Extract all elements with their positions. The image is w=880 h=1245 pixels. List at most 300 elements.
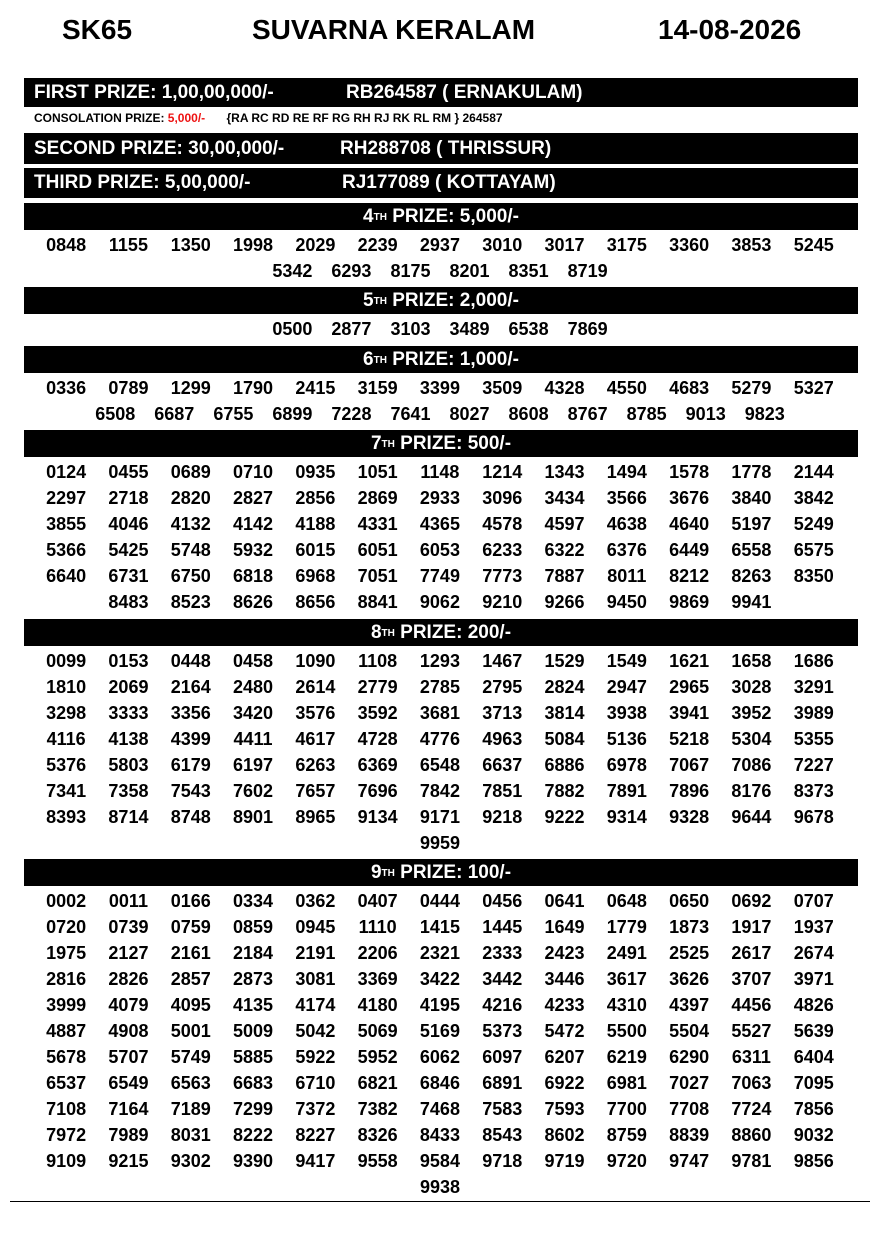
prize-7-numbers: [35, 459, 847, 615]
ticket-number: 5327: [793, 378, 834, 398]
ticket-number: 2785: [419, 677, 460, 697]
ticket-number: 3989: [793, 703, 834, 723]
ticket-number: 8965: [295, 807, 336, 827]
ticket-number: 6233: [482, 540, 523, 560]
ticket-number: 7227: [793, 755, 834, 775]
ticket-number: 2674: [793, 943, 834, 963]
prize-4-heading: 4TH PRIZE: 5,000/-: [24, 203, 858, 230]
ticket-number: 9218: [482, 807, 523, 827]
ticket-number: 4365: [419, 514, 460, 534]
consolation-series: {RA RC RD RE RF RG RH RJ RK RL RM } 264587: [226, 111, 503, 125]
ticket-number: 3626: [669, 969, 710, 989]
ticket-number: 0002: [46, 891, 87, 911]
ticket-number: 1778: [731, 462, 772, 482]
ticket-number: 1975: [46, 943, 87, 963]
ticket-number: 9171: [419, 807, 460, 827]
ticket-number: 0444: [419, 891, 460, 911]
ticket-number: 6891: [482, 1073, 523, 1093]
ticket-number: 9210: [482, 592, 523, 612]
ticket-number: 4328: [544, 378, 585, 398]
ticket-number: 7842: [419, 781, 460, 801]
ticket-number: 1467: [482, 651, 523, 671]
first-prize-label: FIRST PRIZE: 1,00,00,000/-: [34, 82, 274, 103]
ticket-number: 6207: [544, 1047, 585, 1067]
ticket-number: 3360: [669, 235, 710, 255]
ticket-number: 9109: [46, 1151, 87, 1171]
ticket-number: 1578: [669, 462, 710, 482]
ticket-number: 6563: [170, 1073, 211, 1093]
ticket-number: 5472: [544, 1021, 585, 1041]
prize-6-heading: 6TH PRIZE: 1,000/-: [24, 346, 858, 373]
third-prize-label: THIRD PRIZE: 5,00,000/-: [34, 172, 251, 193]
ticket-number: 9941: [731, 592, 772, 612]
ticket-number: 2480: [233, 677, 274, 697]
ticket-number: 3566: [606, 488, 647, 508]
ticket-number: 4456: [731, 995, 772, 1015]
ticket-number: 8714: [108, 807, 149, 827]
ticket-number: 8433: [419, 1125, 460, 1145]
ticket-number: 6683: [233, 1073, 274, 1093]
ticket-number: 3291: [793, 677, 834, 697]
prize-6-numbers: [35, 375, 847, 401]
ticket-number: 3010: [482, 235, 523, 255]
ticket-number: 7382: [357, 1099, 398, 1119]
ticket-number: 5084: [544, 729, 585, 749]
ticket-number: 9302: [170, 1151, 211, 1171]
ticket-number: 1155: [108, 235, 148, 255]
ticket-number: 3420: [233, 703, 274, 723]
ticket-number: 7063: [731, 1073, 772, 1093]
ticket-number: 8860: [731, 1125, 772, 1145]
ticket-number: 7593: [544, 1099, 585, 1119]
ticket-number: 1051: [357, 462, 398, 482]
ticket-number: 2423: [544, 943, 585, 963]
ticket-number: 8222: [233, 1125, 274, 1145]
ticket-number: 1621: [669, 651, 710, 671]
ticket-number: 5952: [357, 1047, 398, 1067]
ticket-number: 6549: [108, 1073, 149, 1093]
ticket-number: 3713: [482, 703, 523, 723]
first-prize-bar: [24, 78, 858, 107]
ticket-number: 0334: [233, 891, 274, 911]
ticket-number: 8626: [233, 592, 274, 612]
ticket-number: 4640: [669, 514, 710, 534]
ticket-number: 8523: [170, 592, 211, 612]
ticket-number: 5069: [357, 1021, 398, 1041]
prize-5-heading: 5TH PRIZE: 2,000/-: [24, 287, 858, 314]
ticket-number: 6179: [170, 755, 211, 775]
ticket-number: 6750: [170, 566, 211, 586]
ticket-number: 3938: [606, 703, 647, 723]
ticket-number: 2873: [233, 969, 274, 989]
ticket-number: 9747: [669, 1151, 710, 1171]
ticket-number: 5678: [46, 1047, 87, 1067]
ticket-number: 4138: [108, 729, 149, 749]
ticket-number: 1937: [793, 917, 834, 937]
ticket-number: 7972: [46, 1125, 87, 1145]
ticket-number: 3941: [669, 703, 710, 723]
ticket-number: 4310: [606, 995, 647, 1015]
ticket-number: 7896: [669, 781, 710, 801]
ticket-number: 9134: [357, 807, 398, 827]
prize-6-numbers-tail: 6508 6687 6755 6899 7228 7641 8027 8608 8767 8785 9013 9823: [95, 404, 785, 424]
consolation-label: CONSOLATION PRIZE:: [34, 111, 165, 125]
ticket-number: 4331: [357, 514, 398, 534]
ticket-number: 0099: [46, 651, 87, 671]
prize-7-heading: 7TH PRIZE: 500/-: [24, 430, 858, 457]
ticket-number: 0456: [482, 891, 523, 911]
ticket-number: 6978: [606, 755, 647, 775]
ticket-number: 8176: [731, 781, 772, 801]
ticket-number: 5885: [233, 1047, 274, 1067]
ticket-number: 3081: [295, 969, 336, 989]
ticket-number: 4188: [295, 514, 336, 534]
ticket-number: 4578: [482, 514, 523, 534]
ticket-number: 7851: [482, 781, 523, 801]
prize-9-heading: 9TH PRIZE: 100/-: [24, 859, 858, 886]
ticket-number: 2415: [295, 378, 336, 398]
ticket-number: 1350: [170, 235, 211, 255]
ticket-number: 5749: [170, 1047, 211, 1067]
ticket-number: 7856: [793, 1099, 834, 1119]
ticket-number: 3298: [46, 703, 87, 723]
ticket-number: 9584: [419, 1151, 460, 1171]
ticket-number: 8011: [607, 566, 647, 586]
ticket-number: 6637: [482, 755, 523, 775]
ticket-number: 3842: [793, 488, 834, 508]
ticket-number: 5504: [669, 1021, 710, 1041]
ticket-number: 4180: [357, 995, 398, 1015]
ticket-number: 1549: [606, 651, 647, 671]
ticket-number: 9856: [793, 1151, 834, 1171]
ticket-number: 5218: [669, 729, 710, 749]
ticket-number: 7543: [170, 781, 211, 801]
ticket-number: 1343: [544, 462, 585, 482]
ticket-number: 5279: [731, 378, 772, 398]
ticket-number: 5803: [108, 755, 149, 775]
ticket-number: 6015: [295, 540, 336, 560]
ticket-number: 4116: [46, 729, 86, 749]
ticket-number: 1779: [606, 917, 647, 937]
ticket-number: 1445: [482, 917, 523, 937]
ticket-number: 2965: [669, 677, 710, 697]
lottery-name: SUVARNA KERALAM: [252, 14, 536, 45]
ticket-number: 0336: [46, 378, 87, 398]
ticket-number: 3509: [482, 378, 523, 398]
ticket-number: 5249: [793, 514, 834, 534]
ticket-number: 4826: [793, 995, 834, 1015]
ticket-number: 8759: [606, 1125, 647, 1145]
ticket-number: 8483: [108, 592, 149, 612]
ticket-number: 1873: [669, 917, 710, 937]
ticket-number: 6710: [295, 1073, 336, 1093]
ticket-number: 5425: [108, 540, 149, 560]
ticket-number: 9869: [669, 592, 710, 612]
ticket-number: 3676: [669, 488, 710, 508]
ticket-number: 2321: [419, 943, 460, 963]
ticket-number: 7708: [669, 1099, 710, 1119]
ticket-number: 9450: [606, 592, 647, 612]
ticket-number: 6968: [295, 566, 336, 586]
ticket-number: 8373: [793, 781, 834, 801]
consolation-prize: [34, 111, 503, 125]
ticket-number: 9719: [544, 1151, 585, 1171]
ticket-number: 2333: [482, 943, 523, 963]
ticket-number: 6821: [357, 1073, 398, 1093]
ticket-number: 2816: [46, 969, 87, 989]
second-prize-bar: [24, 133, 858, 164]
ticket-number: 4135: [233, 995, 274, 1015]
ticket-number: 4399: [170, 729, 211, 749]
ticket-number: 7027: [669, 1073, 710, 1093]
ticket-number: 1686: [793, 651, 834, 671]
ticket-number: 7882: [544, 781, 585, 801]
ticket-number: 3999: [46, 995, 87, 1015]
ticket-number: 7887: [544, 566, 585, 586]
prize-5-numbers: 0500 2877 3103 3489 6538 7869: [272, 319, 608, 339]
ticket-number: 3422: [419, 969, 460, 989]
ticket-number: 4233: [544, 995, 585, 1015]
ticket-number: 7749: [419, 566, 460, 586]
ticket-number: 5932: [233, 540, 274, 560]
ticket-number: 9718: [482, 1151, 523, 1171]
prize-8-numbers-tail: 9959: [419, 833, 461, 853]
ticket-number: 0692: [731, 891, 772, 911]
prize-9-numbers-tail: 9938: [419, 1177, 461, 1197]
ticket-number: 0362: [295, 891, 336, 911]
ticket-number: 1658: [731, 651, 772, 671]
ticket-number: 5169: [419, 1021, 460, 1041]
ticket-number: 4046: [108, 514, 149, 534]
ticket-number: 3434: [544, 488, 585, 508]
draw-date: 14-08-2026: [658, 14, 802, 45]
ticket-number: 3814: [544, 703, 585, 723]
ticket-number: [35, 589, 97, 615]
prize-8-numbers: [35, 648, 847, 830]
ticket-number: 2827: [233, 488, 274, 508]
ticket-number: 6369: [357, 755, 398, 775]
ticket-number: 3175: [606, 235, 647, 255]
ticket-number: 4142: [233, 514, 274, 534]
ticket-number: 5639: [793, 1021, 834, 1041]
ticket-number: 8212: [669, 566, 710, 586]
ticket-number: 0650: [669, 891, 710, 911]
ticket-number: 6575: [793, 540, 834, 560]
ticket-number: 6548: [419, 755, 460, 775]
ticket-number: 7341: [46, 781, 87, 801]
ticket-number: 3592: [357, 703, 398, 723]
ticket-number: 2824: [544, 677, 585, 697]
ticket-number: 4963: [482, 729, 523, 749]
third-prize-ticket: RJ177089 ( KOTTAYAM): [342, 172, 556, 193]
ticket-number: 8841: [357, 592, 398, 612]
ticket-number: 1649: [544, 917, 585, 937]
ticket-number: 8263: [731, 566, 772, 586]
ticket-number: 1810: [46, 677, 87, 697]
ticket-number: 0859: [233, 917, 274, 937]
ticket-number: 6311: [731, 1047, 771, 1067]
ticket-number: 3333: [108, 703, 149, 723]
ticket-number: 7051: [357, 566, 398, 586]
ticket-number: 6322: [544, 540, 585, 560]
ticket-number: 6537: [46, 1073, 87, 1093]
ticket-number: 8031: [170, 1125, 211, 1145]
second-prize-ticket: RH288708 ( THRISSUR): [340, 138, 552, 159]
ticket-number: 5373: [482, 1021, 523, 1041]
ticket-number: 0789: [108, 378, 149, 398]
ticket-number: 2614: [295, 677, 336, 697]
ticket-number: 0759: [170, 917, 211, 937]
ticket-number: 2191: [295, 943, 336, 963]
ticket-number: 2164: [170, 677, 211, 697]
ticket-number: 9720: [606, 1151, 647, 1171]
ticket-number: 0458: [233, 651, 274, 671]
ticket-number: 7189: [170, 1099, 211, 1119]
ticket-number: 7108: [46, 1099, 87, 1119]
ticket-number: 2937: [419, 235, 460, 255]
ticket-number: 4195: [419, 995, 460, 1015]
ticket-number: 6886: [544, 755, 585, 775]
ticket-number: 0848: [46, 235, 87, 255]
ticket-number: 4887: [46, 1021, 87, 1041]
ticket-number: 4174: [295, 995, 336, 1015]
ticket-number: 5136: [606, 729, 647, 749]
ticket-number: 3442: [482, 969, 523, 989]
ticket-number: 9644: [731, 807, 772, 827]
ticket-number: 0739: [108, 917, 149, 937]
ticket-number: 7891: [606, 781, 647, 801]
ticket-number: 6981: [606, 1073, 647, 1093]
ticket-number: 7602: [233, 781, 274, 801]
ticket-number: 2239: [357, 235, 398, 255]
ticket-number: 1529: [544, 651, 585, 671]
ticket-number: 0689: [170, 462, 211, 482]
ticket-number: 4617: [295, 729, 336, 749]
result-header: [0, 14, 880, 48]
prize-8-heading: 8TH PRIZE: 200/-: [24, 619, 858, 646]
ticket-number: 6263: [295, 755, 336, 775]
ticket-number: 3952: [731, 703, 772, 723]
ticket-number: 8350: [793, 566, 834, 586]
ticket-number: 6062: [419, 1047, 460, 1067]
ticket-number: 6922: [544, 1073, 585, 1093]
ticket-number: 9390: [233, 1151, 274, 1171]
ticket-number: 3159: [357, 378, 398, 398]
ticket-number: 8393: [46, 807, 87, 827]
ticket-number: 5001: [170, 1021, 211, 1041]
ticket-number: 6197: [233, 755, 274, 775]
ticket-number: 1415: [419, 917, 460, 937]
ticket-number: 7067: [669, 755, 710, 775]
ticket-number: 6558: [731, 540, 772, 560]
ticket-number: 5197: [731, 514, 772, 534]
ticket-number: 4728: [357, 729, 398, 749]
ticket-number: 0720: [46, 917, 87, 937]
ticket-number: 0945: [295, 917, 336, 937]
ticket-number: 5366: [46, 540, 87, 560]
ticket-number: 0707: [793, 891, 834, 911]
ticket-number: 2161: [170, 943, 211, 963]
ticket-number: 0166: [170, 891, 211, 911]
ticket-number: 7164: [108, 1099, 149, 1119]
ticket-number: 8602: [544, 1125, 585, 1145]
ticket-number: 3399: [419, 378, 460, 398]
ticket-number: 3369: [357, 969, 398, 989]
draw-code: SK65: [62, 14, 133, 45]
ticket-number: 9558: [357, 1151, 398, 1171]
ticket-number: 8543: [482, 1125, 523, 1145]
ticket-number: 3617: [606, 969, 647, 989]
ticket-number: 2947: [606, 677, 647, 697]
ticket-number: 2856: [295, 488, 336, 508]
footer-rule: [10, 1201, 870, 1202]
ticket-number: 8901: [233, 807, 274, 827]
ticket-number: 7372: [295, 1099, 336, 1119]
ticket-number: 8227: [295, 1125, 336, 1145]
second-prize-label: SECOND PRIZE: 30,00,000/-: [34, 138, 285, 159]
ticket-number: 0648: [606, 891, 647, 911]
ticket-number: 9266: [544, 592, 585, 612]
ticket-number: 6731: [108, 566, 149, 586]
ticket-number: 0124: [46, 462, 87, 482]
ticket-number: 1293: [419, 651, 460, 671]
ticket-number: 3096: [482, 488, 523, 508]
ticket-number: 0710: [233, 462, 274, 482]
ticket-number: 7299: [233, 1099, 274, 1119]
ticket-number: 4132: [170, 514, 211, 534]
ticket-number: 0011: [108, 891, 148, 911]
ticket-number: 2144: [793, 462, 834, 482]
ticket-number: 8839: [669, 1125, 710, 1145]
ticket-number: 9314: [606, 807, 647, 827]
first-prize-ticket: RB264587 ( ERNAKULAM): [346, 82, 583, 103]
ticket-number: 9215: [108, 1151, 149, 1171]
ticket-number: 1494: [606, 462, 647, 482]
consolation-amount: 5,000/-: [167, 111, 206, 125]
ticket-number: 1299: [170, 378, 211, 398]
ticket-number: 2127: [108, 943, 149, 963]
ticket-number: 1110: [358, 917, 397, 937]
ticket-number: 2184: [233, 943, 274, 963]
ticket-number: 2869: [357, 488, 398, 508]
ticket-number: 1090: [295, 651, 336, 671]
ticket-number: 3017: [544, 235, 585, 255]
ticket-number: 7989: [108, 1125, 149, 1145]
ticket-number: 3576: [295, 703, 336, 723]
ticket-number: 7724: [731, 1099, 772, 1119]
ticket-number: 4908: [108, 1021, 149, 1041]
ticket-number: 3028: [731, 677, 772, 697]
ticket-number: 2525: [669, 943, 710, 963]
ticket-number: 9222: [544, 807, 585, 827]
ticket-number: 3356: [170, 703, 211, 723]
ticket-number: 5707: [108, 1047, 149, 1067]
ticket-number: 3971: [793, 969, 834, 989]
ticket-number: 9032: [793, 1125, 834, 1145]
ticket-number: 0407: [357, 891, 398, 911]
ticket-number: 9062: [419, 592, 460, 612]
ticket-number: 2297: [46, 488, 87, 508]
ticket-number: 6290: [669, 1047, 710, 1067]
ticket-number: 5500: [606, 1021, 647, 1041]
ticket-number: 2069: [108, 677, 149, 697]
ticket-number: 8656: [295, 592, 336, 612]
ticket-number: 4597: [544, 514, 585, 534]
ticket-number: 4397: [669, 995, 710, 1015]
ticket-number: 1917: [731, 917, 772, 937]
ticket-number: 3681: [419, 703, 460, 723]
ticket-number: 6640: [46, 566, 87, 586]
